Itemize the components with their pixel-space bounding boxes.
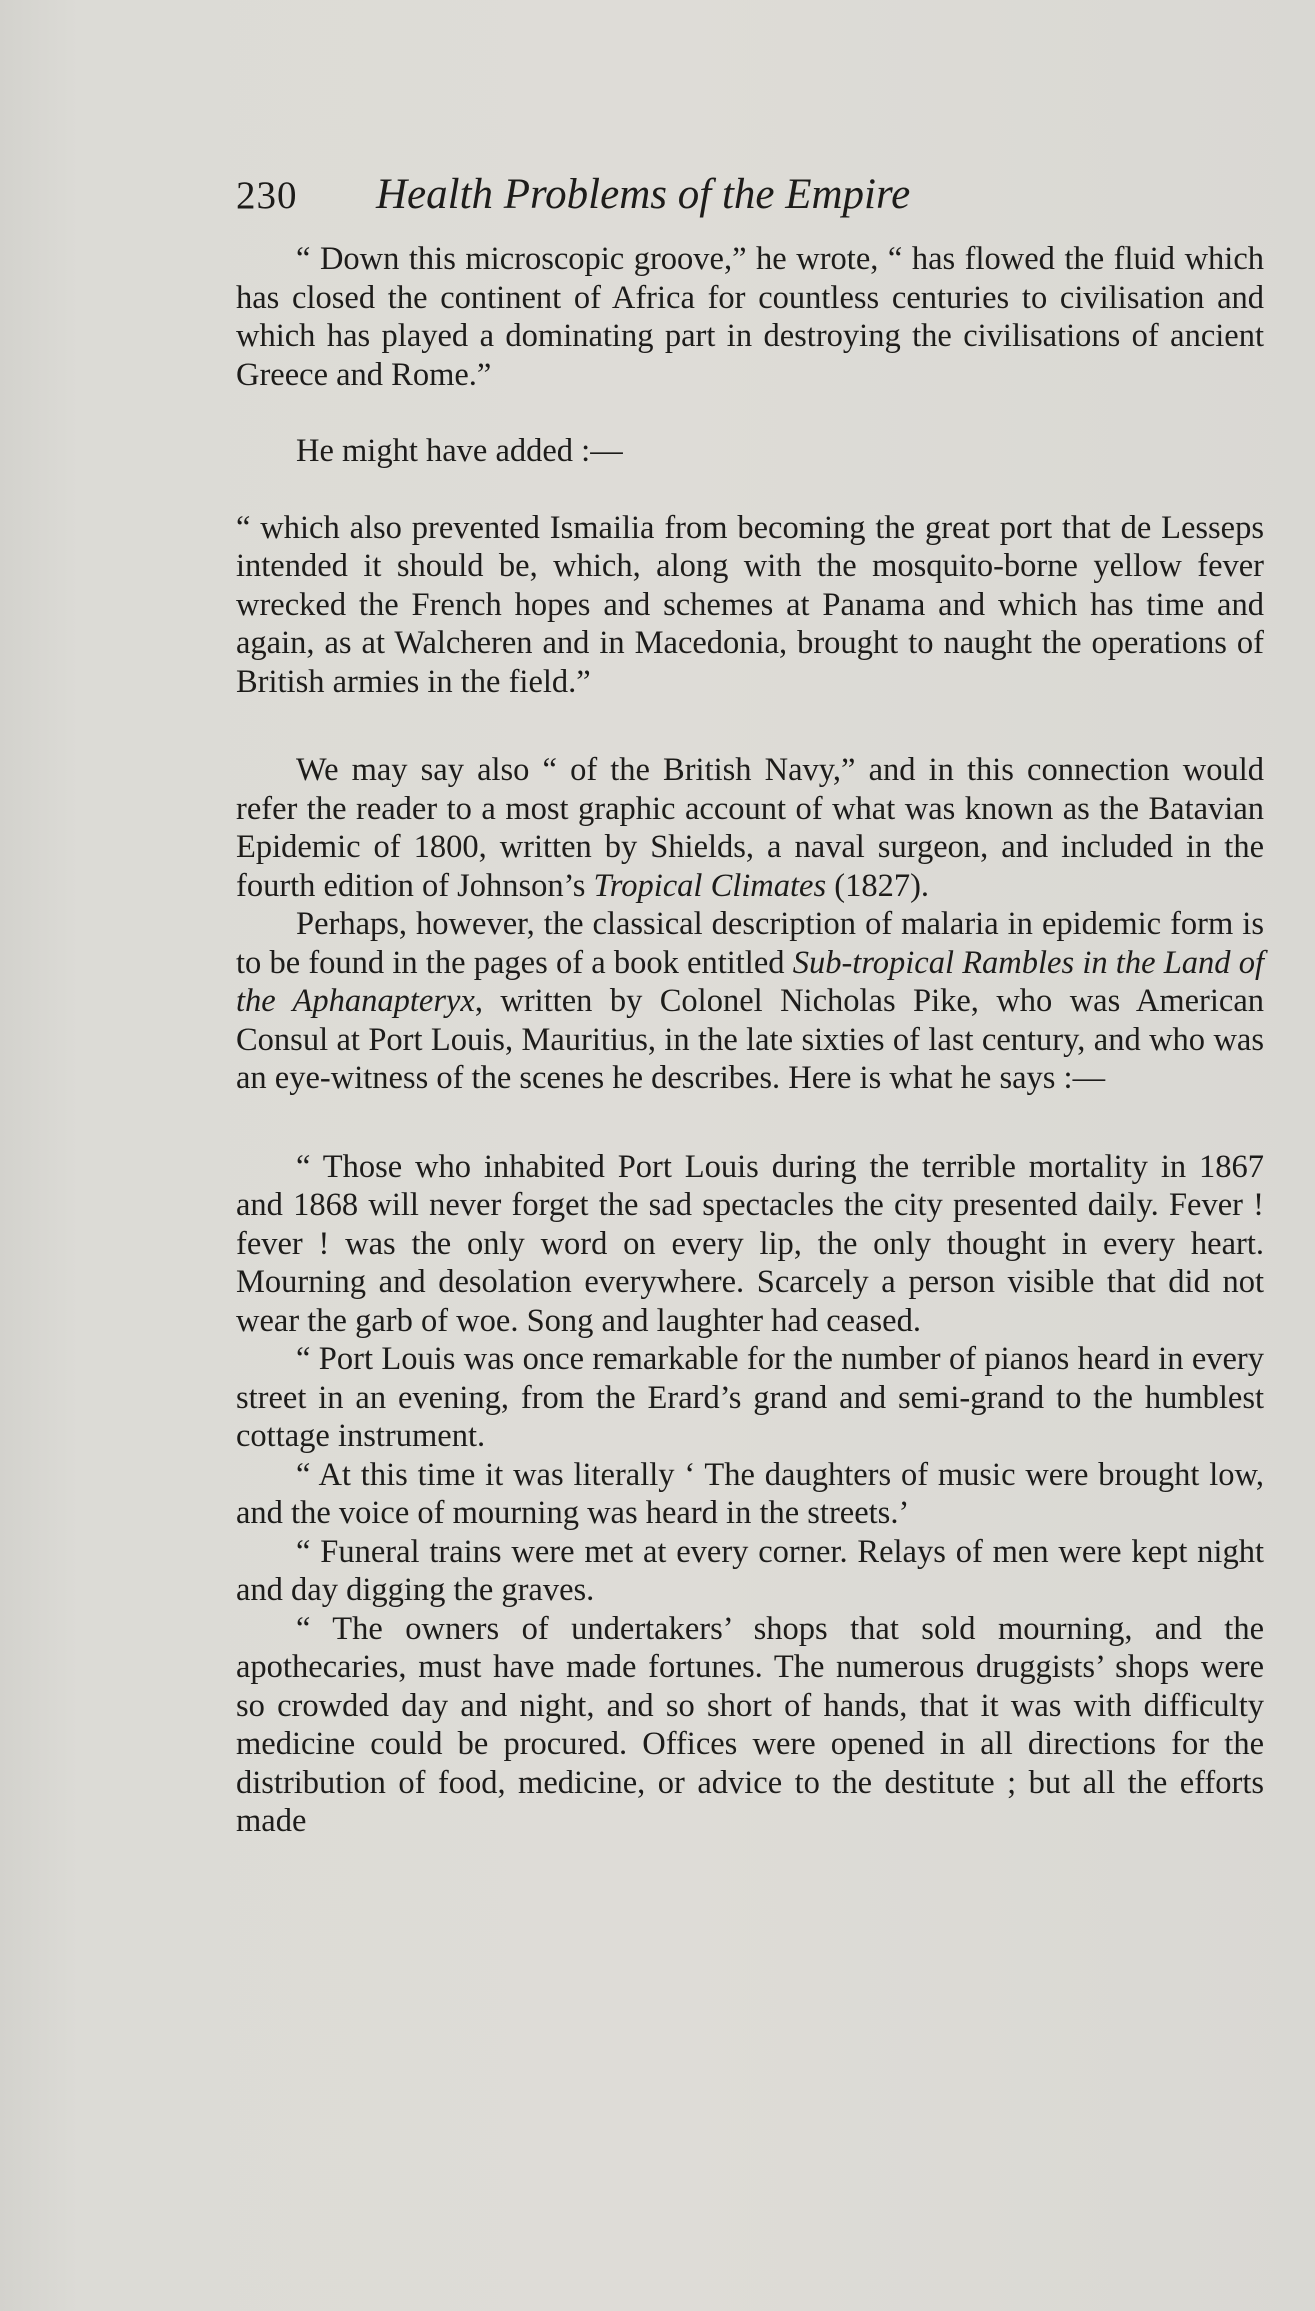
running-title: Health Problems of the Empire [376, 171, 911, 218]
quote-paragraph-pianos: “ Port Louis was once remarkable for the number of pianos heard in every street in an evening, from the Erard’s grand and semi-grand to the humblest cottage instrument. [236, 1341, 1264, 1454]
book-title-tropical-climates: Tropical Climates [593, 867, 827, 904]
quote-paragraph-funeral-trains: “ Funeral trains were met at every corner. Relays of men were kept night and day digging the graves. [236, 1533, 1264, 1608]
pike-text-after: , written by Colonel Nicholas Pike, who was American Consul at Port Louis, Mauritius, in the late sixties of last century, and who was an eye-witness of the scenes he describes. Here is what he says :— [236, 983, 1264, 1096]
navy-text-before: We may say also “ of the British Navy,” and in this connection would refer the reader to a most graphic account of what was known as the Batavian Epidemic of 1800, written by Shields, a naval surgeon, and included in the fourth edition of Johnson’s [236, 752, 1264, 904]
paragraph-he-might-have-added: He might have added :— [296, 433, 623, 469]
pike-text-before: Perhaps, however, the classical description of malaria in epidemic form is to be found in the pages of a book entitled [236, 906, 1264, 981]
page-number: 230 [236, 174, 298, 217]
navy-text-after: (1827). [826, 867, 930, 904]
book-title-sub-tropical-rambles: Sub-tropical Rambles in the Land of the Aphanapteryx [236, 944, 1265, 1019]
quote-paragraph-undertakers: “ The owners of undertakers’ shops that sold mourning, and the apothecaries, must have made fortunes. The numerous druggists’ shops were so crowded day and night, and so short of hands, that it was with difficulty medicine could be procured. Offices were opened in all directions for the distribution of food, medicine, or advice to the destitute ; but all the efforts made [236, 1610, 1264, 1839]
running-head [236, 170, 1264, 240]
paragraph-british-navy [236, 751, 1264, 905]
paragraph-microscopic-groove: “ Down this microscopic groove,” he wrote, “ has flowed the fluid which has closed the continent of Africa for countless centuries to civilisation and which has played a dominating part in destroying the civilisations of ancient Greece and Rome.” [236, 241, 1264, 393]
paragraph-pike [236, 905, 1264, 1098]
text-block [236, 170, 1264, 1841]
quote-paragraph-daughters-of-music: “ At this time it was literally ‘ The daughters of music were brought low, and the voice of mourning was heard in the streets.’ [236, 1456, 1264, 1531]
paragraph-ismailia: “ which also prevented Ismailia from becoming the great port that de Lesseps intended it should be, which, along with the mosquito-borne yellow fever wrecked the French hopes and schemes at Panama and which has time and again, as at Walcheren and in Macedonia, brought to naught the operations of British armies in the field.” [236, 509, 1264, 700]
quote-paragraph-mortality: “ Those who inhabited Port Louis during the terrible mortality in 1867 and 1868 will never forget the sad spectacles the city presented daily. Fever ! fever ! was the only word on every lip, the only thought in every heart. Mourning and desolation everywhere. Scarcely a person visible that did not wear the garb of woe. Song and laughter had ceased. [236, 1148, 1264, 1339]
